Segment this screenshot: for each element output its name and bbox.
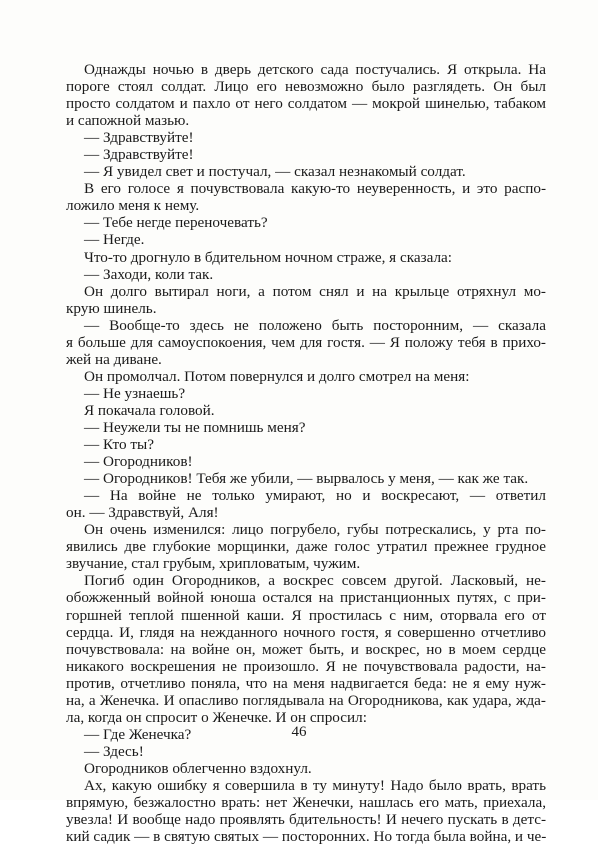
text-line: против, отчетливо поняла, что на меня надвигается беда: не я ему нуж- bbox=[66, 674, 546, 692]
text-line: — На войне не только умирают, но и воскресают, — ответил bbox=[84, 487, 546, 505]
text-line: я больше для самоуспокоения, чем для гостя. — Я положу тебя в прихо- bbox=[66, 333, 546, 351]
text-line: Он очень изменился: лицо погрубело, губы потрескались, у рта по- bbox=[84, 521, 546, 539]
text-line: просто солдатом и пахло от него солдатом — мокрой шинелью, табаком bbox=[66, 95, 546, 113]
text-line: жей на диване. bbox=[66, 350, 162, 368]
text-line: Однажды ночью в дверь детского сада постучались. Я открыла. На bbox=[84, 61, 546, 78]
text-line: Он долго вытирал ноги, а потом снял и на крыльце отряхнул мо- bbox=[84, 282, 546, 300]
text-line: — Здесь! bbox=[84, 742, 144, 760]
text-line: Погиб один Огородников, а воскрес совсем другой. Ласковый, не- bbox=[84, 572, 546, 590]
text-line: — Здравствуйте! bbox=[84, 129, 194, 147]
text-line: — Кто ты? bbox=[84, 436, 154, 454]
text-line: ложило меня к нему. bbox=[66, 197, 200, 215]
text-line: кий садик — в святую святых — посторонних. Но тогда была война, и че- bbox=[66, 828, 546, 845]
text-line: — Неужели ты не помнишь меня? bbox=[84, 418, 306, 436]
text-line: Ах, какую ошибку я совершила в ту минуту! Надо было врать, врать bbox=[84, 776, 546, 794]
text-line: звучание, стал грубым, хрипловатым, чужим. bbox=[66, 555, 361, 573]
text-line: В его голосе я почувствовала какую-то неуверенность, и это распо- bbox=[84, 180, 546, 198]
text-line: он. — Здравствуй, Аля! bbox=[66, 504, 219, 522]
text-line: крую шинель. bbox=[66, 299, 157, 317]
text-line: Огородников облегченно вздохнул. bbox=[84, 759, 312, 777]
text-line: Я покачала головой. bbox=[84, 401, 215, 419]
text-line: и сапожной мазью. bbox=[66, 112, 190, 130]
page-number: 46 bbox=[291, 724, 307, 740]
text-line: на, а Женечка. И опасливо поглядывала на Огородникова, как удара, жда- bbox=[66, 691, 546, 709]
text-line: — Огородников! Тебя же убили, — вырвалось у меня, — как же так. bbox=[84, 470, 529, 488]
text-line: явились две глубокие морщинки, даже голос утратил прежнее грудное bbox=[66, 538, 546, 556]
text-line: ла, когда он спросит о Женечке. И он спросил: bbox=[66, 708, 367, 726]
text-line: пороге стоял солдат. Лицо его невозможно было разглядеть. Он был bbox=[66, 78, 546, 96]
text-line: — Вообще-то здесь не положено быть посторонним, — сказала bbox=[84, 316, 546, 334]
text-line: — Огородников! bbox=[84, 453, 193, 471]
text-line: горшней теплой пшенной каши. Я простилась с ним, оторвала его от bbox=[66, 606, 546, 624]
text-line: сердца. И, глядя на нежданного ночного гостя, я совершенно отчетливо bbox=[66, 623, 546, 641]
text-line: — Не узнаешь? bbox=[84, 384, 186, 402]
text-line: Что-то дрогнуло в бдительном ночном страже, я сказала: bbox=[84, 248, 453, 266]
text-line: — Я увидел свет и постучал, — сказал незнакомый солдат. bbox=[84, 163, 466, 181]
text-line: — Заходи, коли так. bbox=[84, 265, 214, 283]
text-line: — Здравствуйте! bbox=[84, 146, 194, 164]
text-line: — Негде. bbox=[84, 231, 145, 249]
text-line: увезла! И вообще надо проявлять бдительность! И нечего пускать в детс- bbox=[66, 811, 546, 829]
text-line: впрямую, безжалостно врать: нет Женечки, нашлась его мать, приехала, bbox=[66, 794, 546, 812]
text-line: — Тебе негде переночевать? bbox=[84, 214, 268, 232]
text-line: — Где Женечка? bbox=[84, 725, 192, 743]
text-line: Он промолчал. Потом повернулся и долго смотрел на меня: bbox=[84, 367, 470, 385]
text-line: почувствовала: на войне он, может быть, и воскрес, но в моем сердце bbox=[66, 640, 546, 658]
text-line: обожженный войной юноша остался на пристанционных путях, с при- bbox=[66, 589, 546, 607]
text-line: никакого воскрешения не произошло. Я не почувствовала радости, на- bbox=[66, 657, 546, 675]
